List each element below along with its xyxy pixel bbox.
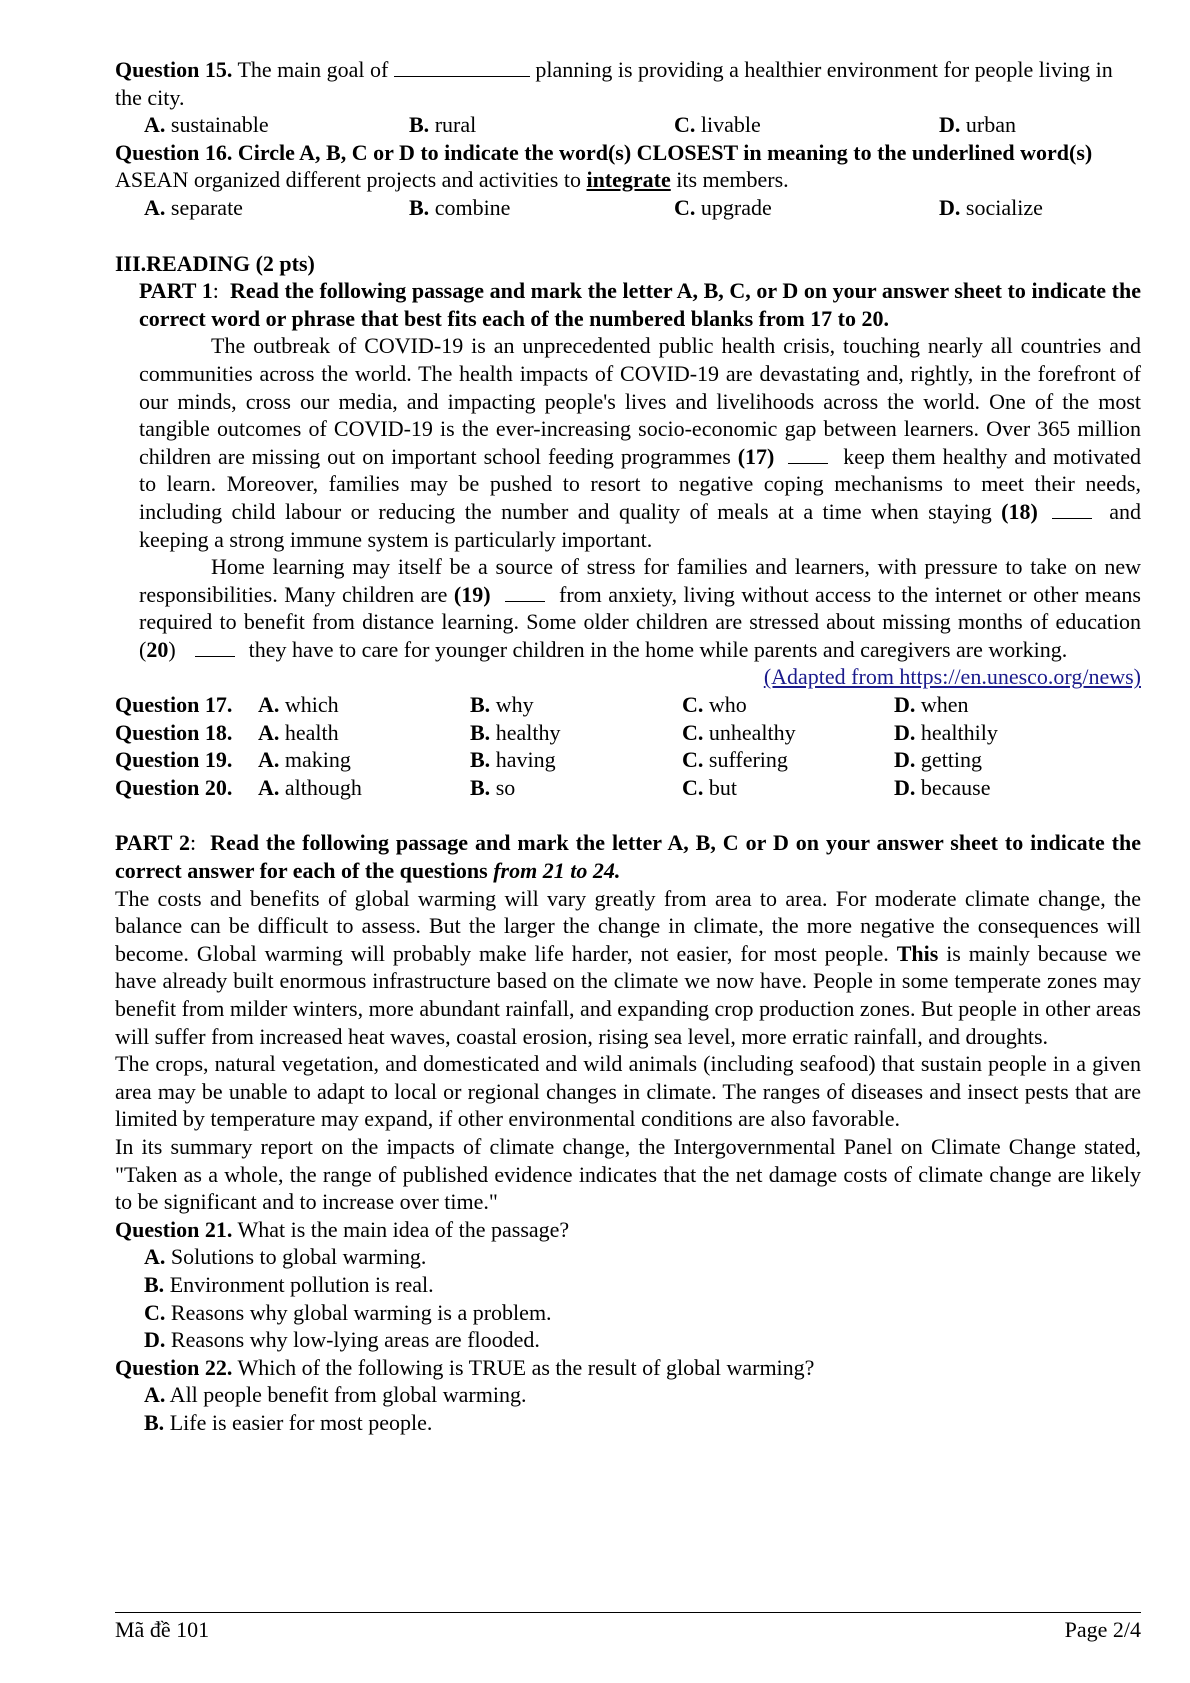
option-b: B. rural [409, 112, 477, 138]
answer-blank [788, 447, 828, 464]
passage-paragraph: In its summary report on the impacts of climate change, the Intergovernmental Panel on Climate Change stated, "Taken as a whole, the range of published evidence indicates that the net damage costs of climate change are likely to be significant and to increase over time." [115, 1133, 1141, 1215]
question-label: Question 16. Circle A, B, C or D to indicate the word(s) CLOSEST in meaning to the underlined word(s) [115, 139, 1093, 165]
option-a: A. Solutions to global warming. [144, 1244, 427, 1270]
question-21: Question 21. What is the main idea of the passage? [115, 1216, 570, 1242]
option-d: D. urban [939, 112, 1016, 138]
option-c: C. Reasons why global warming is a problem. [144, 1299, 552, 1325]
part-1-instruction: PART 1: Read the following passage and mark the letter A, B, C, or D on your answer sheet to indicate the correct word or phrase that best fits each of the numbered blanks from 17 to 20. [139, 278, 1141, 331]
exam-code: Mã đề 101 [115, 1617, 210, 1642]
page-number: Page 2/4 [1064, 1617, 1141, 1642]
question-22-options [115, 1381, 1141, 1436]
question-15-options [115, 111, 1141, 139]
part-1 [115, 277, 1141, 663]
question-20: Question 20. A. although B. so C. but D. because [115, 774, 991, 800]
option-b: B. Environment pollution is real. [144, 1271, 434, 1297]
question-19: Question 19. A. making B. having C. suffering D. getting [115, 747, 982, 773]
page-footer [115, 1612, 1141, 1643]
option-c: C. upgrade [674, 194, 772, 220]
question-16-sentence: ASEAN organized different projects and activities to integrate its members. [115, 167, 789, 193]
part-2-instruction: PART 2: Read the following passage and mark the letter A, B, C or D on your answer sheet to indicate the correct answer for each of the questions from 21 to 24. [115, 830, 1141, 884]
exam-page [115, 56, 1141, 1437]
option-b: B. Life is easier for most people. [144, 1409, 433, 1435]
source-link[interactable]: (Adapted from https://en.unesco.org/news) [763, 664, 1141, 690]
question-22: Question 22. Which of the following is TRUE as the result of global warming? [115, 1354, 815, 1380]
option-a: A. All people benefit from global warming. [144, 1382, 527, 1408]
passage-paragraph: The costs and benefits of global warming will vary greatly from area to area. For moderate climate change, the balance can be difficult to assess. But the larger the change in climate, the more negative the consequences will become. Global warming will probably make life harder, not easier, for most people. This is mainly because we have already built enormous infrastructure based on the climate we now have. People in some temperate zones may benefit from milder winters, more abundant rainfall, and expanding crop production zones. But people in other areas will suffer from increased heat waves, coastal erosion, rising sea level, more erratic rainfall, and droughts. [115, 885, 1141, 1049]
option-b: B. combine [409, 194, 511, 220]
answer-blank [394, 56, 530, 77]
option-d: D. socialize [939, 194, 1043, 220]
section-title: III.READING (2 pts) [115, 250, 315, 276]
question-16-options [115, 194, 1141, 222]
answer-blank [195, 640, 235, 657]
question-label: Question 15. [115, 57, 233, 82]
underlined-word: integrate [586, 167, 671, 193]
part-1-questions [115, 691, 1141, 801]
answer-blank [1052, 502, 1092, 519]
option-d: D. Reasons why low-lying areas are flooded. [144, 1327, 540, 1353]
question-16 [115, 139, 1141, 167]
answer-blank [505, 585, 545, 602]
question-15: Question 15. The main goal of planning is providing a healthier environment for people living in the city. [115, 57, 1113, 110]
option-c: C. livable [674, 112, 761, 138]
question-21-options [115, 1243, 1141, 1353]
question-18: Question 18. A. health B. healthy C. unhealthy D. healthily [115, 719, 998, 745]
option-a: A. sustainable [144, 112, 269, 138]
passage-paragraph: The crops, natural vegetation, and domesticated and wild animals (including seafood) that sustain people in a given area may be unable to adapt to local or regional changes in climate. The ranges of diseases and insect pests that are limited by temperature may expand, if other environmental conditions are also favorable. [115, 1051, 1141, 1132]
passage-paragraph: The outbreak of COVID-19 is an unprecedented public health crisis, touching nearly all countries and communities across the world. The health impacts of COVID-19 are devastating and, rightly, in the forefront of our minds, cross our media, and impacting people's lives and livelihoods across the world. One of the most tangible outcomes of COVID-19 is the ever-increasing socio-economic gap between learners. Over 365 million children are missing out on important school feeding programmes (17) keep them healthy and motivated to learn. Moreover, families may be pushed to resort to negative coping mechanisms to meet their needs, including child labour or reducing the number and quality of meals at a time when staying (18) and keeping a strong immune system is particularly important. [139, 333, 1141, 552]
passage-paragraph: Home learning may itself be a source of stress for families and learners, with pressure to take on new responsibilities. Many children are (19) from anxiety, living without access to the internet or other means required to benefit from distance learning. Some older children are stressed about missing months of education (20) they have to care for younger children in the home while parents and caregivers are working. [139, 554, 1141, 662]
question-17: Question 17. A. which B. why C. who D. when [115, 692, 969, 718]
option-a: A. separate [144, 194, 243, 220]
